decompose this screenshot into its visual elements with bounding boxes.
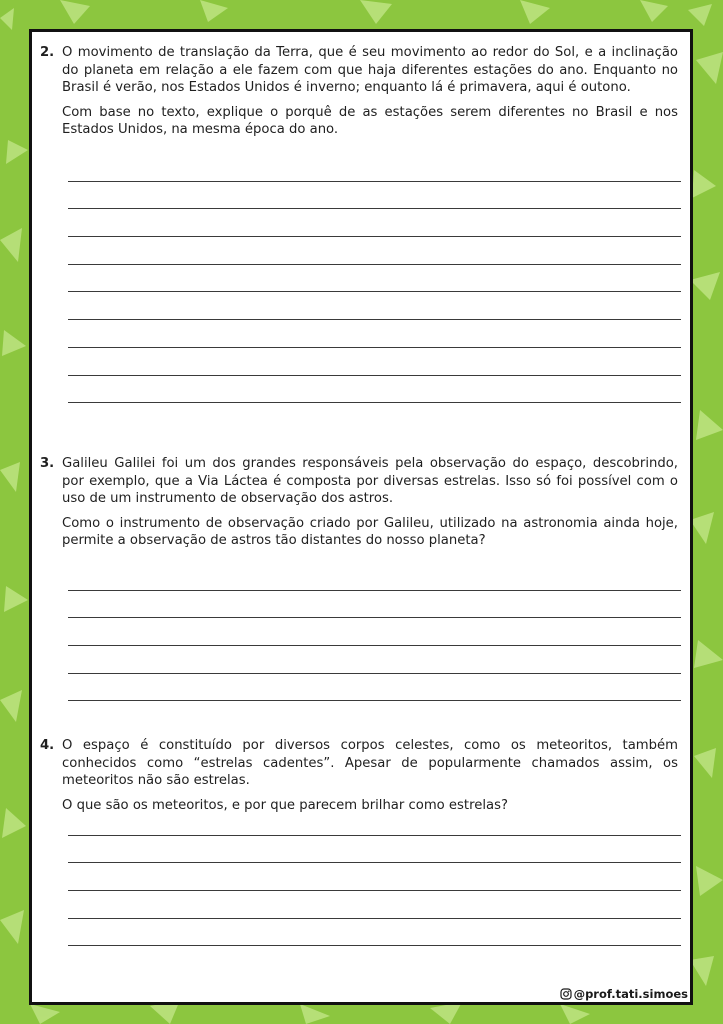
question-text: [62, 44, 678, 146]
answer-lines-q3[interactable]: [68, 563, 681, 701]
question-prompt: O que são os meteoritos, e por que parecem brilhar como estrelas?: [62, 797, 508, 813]
question-prompt: Como o instrumento de observação criado por Galileu, utilizado na astronomia ainda hoje, permite a observação de astros tão distantes do nosso planeta?: [62, 515, 678, 549]
answer-line[interactable]: [68, 674, 681, 702]
answer-line[interactable]: [68, 618, 681, 646]
answer-line[interactable]: [68, 891, 681, 919]
answer-line[interactable]: [68, 836, 681, 864]
question-number: 3.: [40, 456, 55, 471]
answer-line[interactable]: [68, 919, 681, 947]
author-credit: [560, 987, 688, 1001]
answer-line[interactable]: [68, 237, 681, 265]
answer-line[interactable]: [68, 376, 681, 404]
answer-line[interactable]: [68, 808, 681, 836]
answer-line[interactable]: [68, 591, 681, 619]
question-number: 4.: [40, 738, 55, 753]
answer-line[interactable]: [68, 154, 681, 182]
question-3: [40, 455, 678, 557]
question-context: O espaço é constituído por diversos corpos celestes, como os meteoritos, também conhecidos como “estrelas cadentes”. Apesar de popularmente chamados assim, os meteoritos não são estrelas.: [62, 738, 678, 789]
answer-line[interactable]: [68, 209, 681, 237]
answer-line[interactable]: [68, 863, 681, 891]
question-context: Galileu Galilei foi um dos grandes responsáveis pela observação do espaço, descobrindo, por exemplo, que a Via Láctea é composta por diversas estrelas. Isso só foi possível com o uso de um instrumento de observação dos astros.: [62, 456, 678, 507]
answer-line[interactable]: [68, 265, 681, 293]
answer-line[interactable]: [68, 348, 681, 376]
instagram-icon: [560, 988, 572, 1000]
answer-line[interactable]: [68, 646, 681, 674]
question-context: O movimento de translação da Terra, que é seu movimento ao redor do Sol, e a inclinação do planeta em relação a ele fazem com que haja diferentes estações do ano. Enquanto no Brasil é verão, nos Estados Unidos é inverno; enquanto lá é primavera, aqui é outono.: [62, 45, 678, 96]
question-number: 2.: [40, 45, 55, 60]
answer-line[interactable]: [68, 292, 681, 320]
answer-lines-q4[interactable]: [68, 808, 681, 946]
answer-line[interactable]: [68, 320, 681, 348]
answer-line[interactable]: [68, 563, 681, 591]
worksheet: [29, 29, 693, 1005]
question-prompt: Com base no texto, explique o porquê de as estações serem diferentes no Brasil e nos Estados Unidos, na mesma época do ano.: [62, 104, 678, 138]
answer-lines-q2[interactable]: [68, 154, 681, 403]
answer-line[interactable]: [68, 182, 681, 210]
question-2: [40, 44, 678, 146]
question-text: [62, 455, 678, 557]
author-handle: @prof.tati.simoes: [573, 987, 688, 1001]
